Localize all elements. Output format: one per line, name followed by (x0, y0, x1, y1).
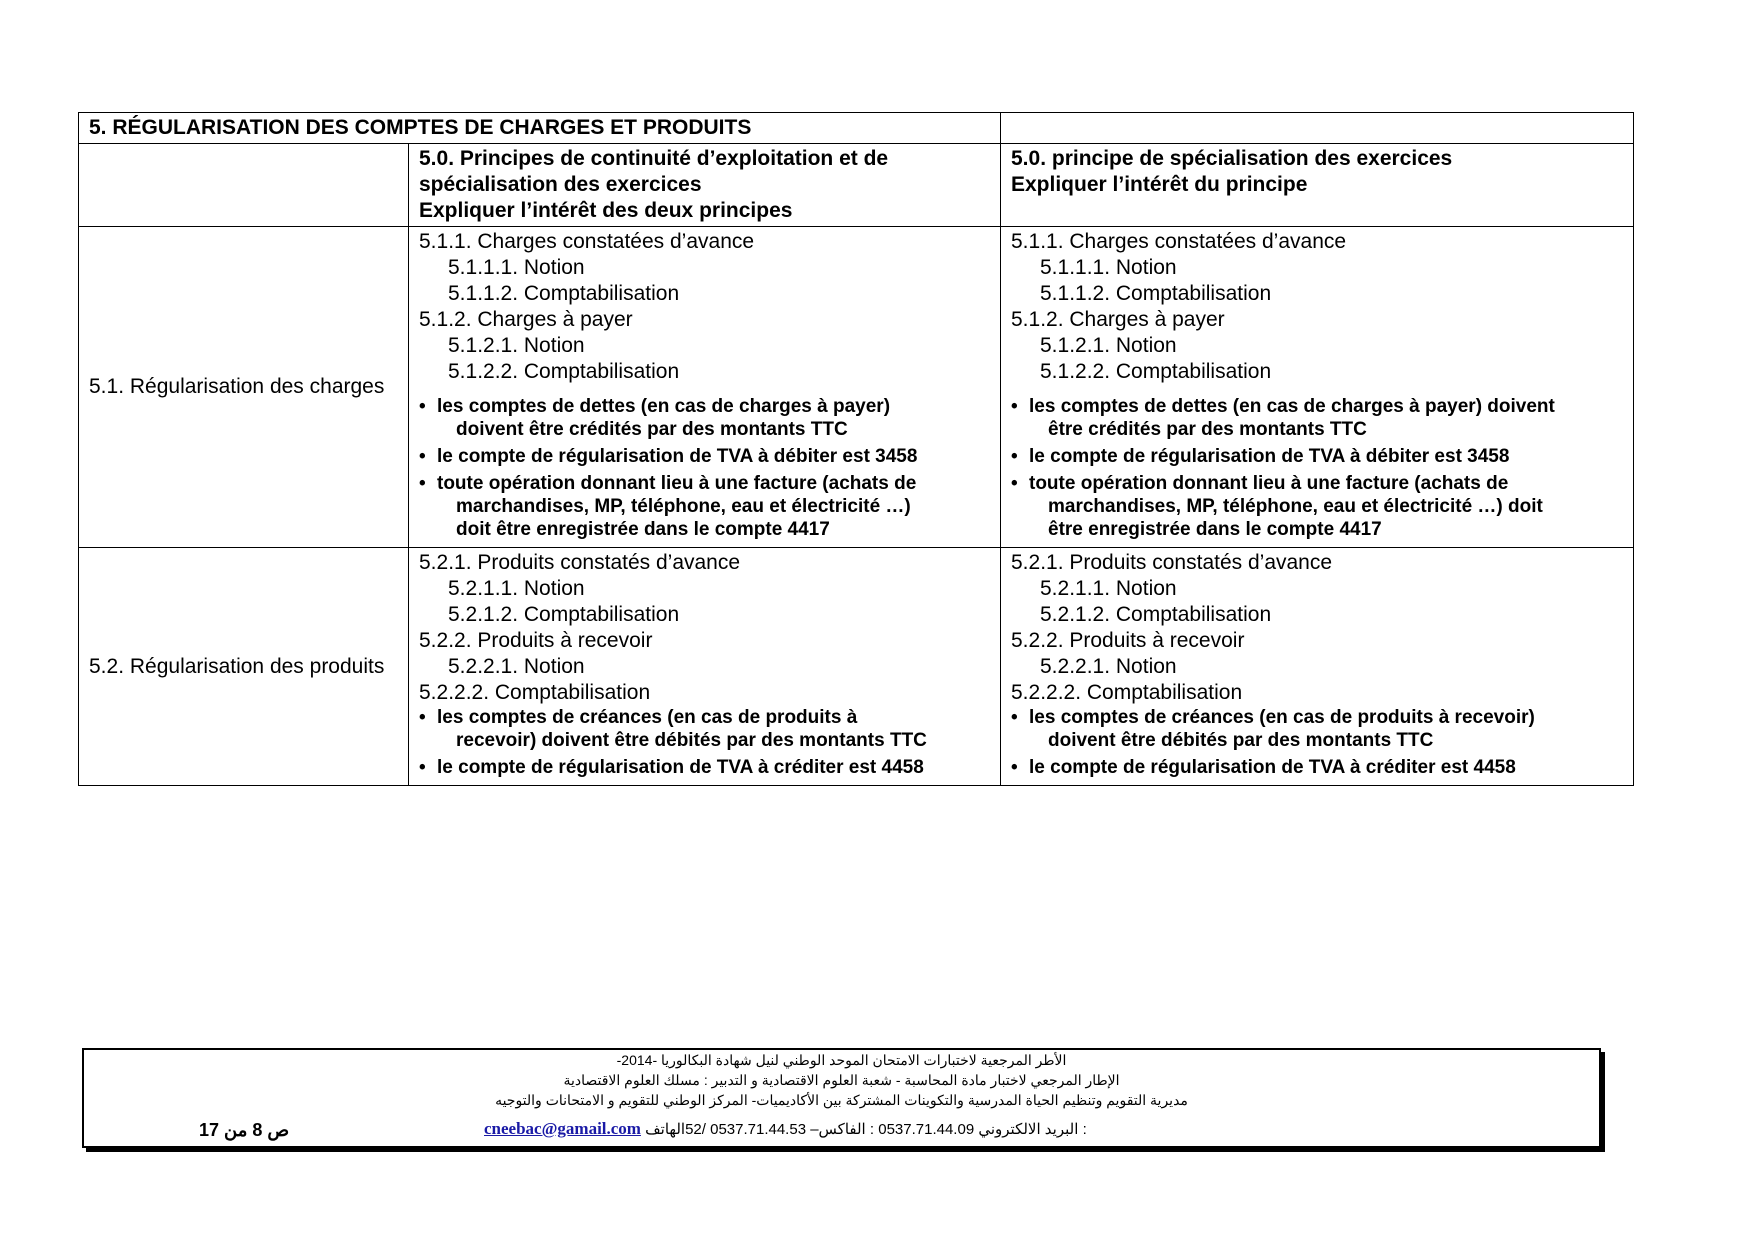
charges-col2 (409, 227, 1001, 548)
bullet-note-line: les comptes de créances (en cas de produits à recevoir) (1029, 707, 1535, 728)
bullet-note (419, 395, 990, 441)
footer-line-3: مديرية التقويم وتنظيم الحياة المدرسية والتكوينات المشتركة بين الأكاديميات- المركز الوطني للتقويم و الامتحانات والتوجيه (495, 1092, 1188, 1108)
bullet-note (419, 756, 990, 779)
outline-item: 5.2.2.2. Comptabilisation (419, 681, 651, 704)
produits-row-label: 5.2. Régularisation des produits (79, 548, 409, 786)
footer-line-1: الأطر المرجعية لاختبارات الامتحان الموحد الوطني لنيل شهادة البكالوريا -2014- (616, 1052, 1067, 1068)
program-table (78, 112, 1634, 786)
bullet-note-line: doivent être débités par des montants TTC (1048, 730, 1434, 751)
charges-col3 (1001, 227, 1634, 548)
produits-row (79, 548, 1634, 786)
bullet-note (419, 445, 990, 468)
outline-item: 5.1.1.2. Comptabilisation (1040, 282, 1272, 305)
bullet-note-line: le compte de régularisation de TVA à créditer est 4458 (1029, 757, 1516, 778)
bullet-note-line: le compte de régularisation de TVA à débiter est 3458 (437, 446, 918, 467)
outline-item: 5.1.1.1. Notion (1040, 256, 1177, 279)
bullet-note (1011, 395, 1623, 441)
bullet-note-line: être crédités par des montants TTC (1048, 419, 1367, 440)
page-footer (82, 1048, 1601, 1148)
produits-col2 (409, 548, 1001, 786)
charges-col2-notes (419, 395, 990, 541)
produits-col3 (1001, 548, 1634, 786)
bullet-note (1011, 756, 1623, 779)
outline-item: 5.1.2. Charges à payer (1011, 308, 1225, 331)
bullet-note (419, 472, 990, 541)
bullet-note-line: marchandises, MP, téléphone, eau et électricité …) (456, 496, 911, 517)
outline-item: 5.2.2.2. Comptabilisation (1011, 681, 1243, 704)
bullet-note-line: les comptes de dettes (en cas de charges à payer) doivent (1029, 396, 1555, 417)
header-col2-line: spécialisation des exercices (419, 173, 702, 196)
outline-item: 5.1.2.1. Notion (448, 334, 585, 357)
outline-item: 5.2.1.2. Comptabilisation (448, 603, 680, 626)
bullet-note-line: doit être enregistrée dans le compte 4417 (456, 519, 830, 540)
bullet-note-line: être enregistrée dans le compte 4417 (1048, 519, 1382, 540)
header-col2-line: 5.0. Principes de continuité d’exploitation et de (419, 147, 889, 170)
outline-item: 5.2.1.1. Notion (1040, 577, 1177, 600)
footer-contact (484, 1119, 1087, 1140)
bullet-note-line: recevoir) doivent être débités par des montants TTC (456, 730, 927, 751)
outline-item: 5.2.2.1. Notion (448, 655, 585, 678)
produits-col2-notes (419, 706, 990, 779)
charges-col3-notes (1011, 395, 1623, 541)
outline-item: 5.2.1.2. Comptabilisation (1040, 603, 1272, 626)
bullet-note (1011, 472, 1623, 541)
outline-item: 5.2.1. Produits constatés d’avance (419, 551, 741, 574)
footer-line-2: الإطار المرجعي لاختبار مادة المحاسبة - شعبة العلوم الاقتصادية و التدبير : مسلك العلوم الاقتصادية (563, 1072, 1120, 1088)
outline-item: 5.1.1.1. Notion (448, 256, 585, 279)
outline-item: 5.1.1. Charges constatées d’avance (419, 230, 755, 253)
bullet-note (1011, 445, 1623, 468)
bullet-note-line: le compte de régularisation de TVA à créditer est 4458 (437, 757, 924, 778)
header-col2-line: Expliquer l’intérêt des deux principes (419, 199, 793, 222)
contact-text: : البريد الالكتروني 0537.71.44.09 : الفاكس– 0537.71.44.53 /52الهاتف (645, 1121, 1087, 1138)
email-link[interactable]: cneebac@gamail.com (484, 1119, 641, 1138)
bullet-note-line: les comptes de dettes (en cas de charges à payer) (437, 396, 891, 417)
bullet-note-line: les comptes de créances (en cas de produits à (437, 707, 858, 728)
title-row (79, 113, 1634, 144)
bullet-note (419, 706, 990, 752)
header-col3-line: Expliquer l’intérêt du principe (1011, 173, 1308, 196)
produits-col3-notes (1011, 706, 1623, 779)
outline-item: 5.1.2. Charges à payer (419, 308, 633, 331)
header-col2 (409, 144, 1001, 227)
empty-title-cell (1001, 113, 1634, 144)
header-col3 (1001, 144, 1634, 227)
bullet-note-line: toute opération donnant lieu à une facture (achats de (437, 473, 917, 494)
outline-item: 5.2.2. Produits à recevoir (419, 629, 653, 652)
bullet-note-line: toute opération donnant lieu à une facture (achats de (1029, 473, 1509, 494)
outline-item: 5.1.2.2. Comptabilisation (1040, 360, 1272, 383)
header-row (79, 144, 1634, 227)
outline-item: 5.1.1. Charges constatées d’avance (1011, 230, 1347, 253)
outline-item: 5.1.1.2. Comptabilisation (448, 282, 680, 305)
outline-item: 5.2.2. Produits à recevoir (1011, 629, 1245, 652)
outline-item: 5.2.1. Produits constatés d’avance (1011, 551, 1333, 574)
charges-row (79, 227, 1634, 548)
section-title: 5. RÉGULARISATION DES COMPTES DE CHARGES ET PRODUITS (79, 113, 1001, 144)
bullet-note-line: le compte de régularisation de TVA à débiter est 3458 (1029, 446, 1510, 467)
header-col3-line: 5.0. principe de spécialisation des exercices (1011, 147, 1453, 170)
bullet-note (1011, 706, 1623, 752)
outline-item: 5.2.1.1. Notion (448, 577, 585, 600)
bullet-note-line: doivent être crédités par des montants TTC (456, 419, 848, 440)
page-number: ص 8 من 17 (199, 1120, 290, 1140)
outline-item: 5.1.2.2. Comptabilisation (448, 360, 680, 383)
charges-row-label: 5.1. Régularisation des charges (79, 227, 409, 548)
bullet-note-line: marchandises, MP, téléphone, eau et électricité …) doit (1048, 496, 1543, 517)
outline-item: 5.1.2.1. Notion (1040, 334, 1177, 357)
empty-header-cell (79, 144, 409, 227)
outline-item: 5.2.2.1. Notion (1040, 655, 1177, 678)
